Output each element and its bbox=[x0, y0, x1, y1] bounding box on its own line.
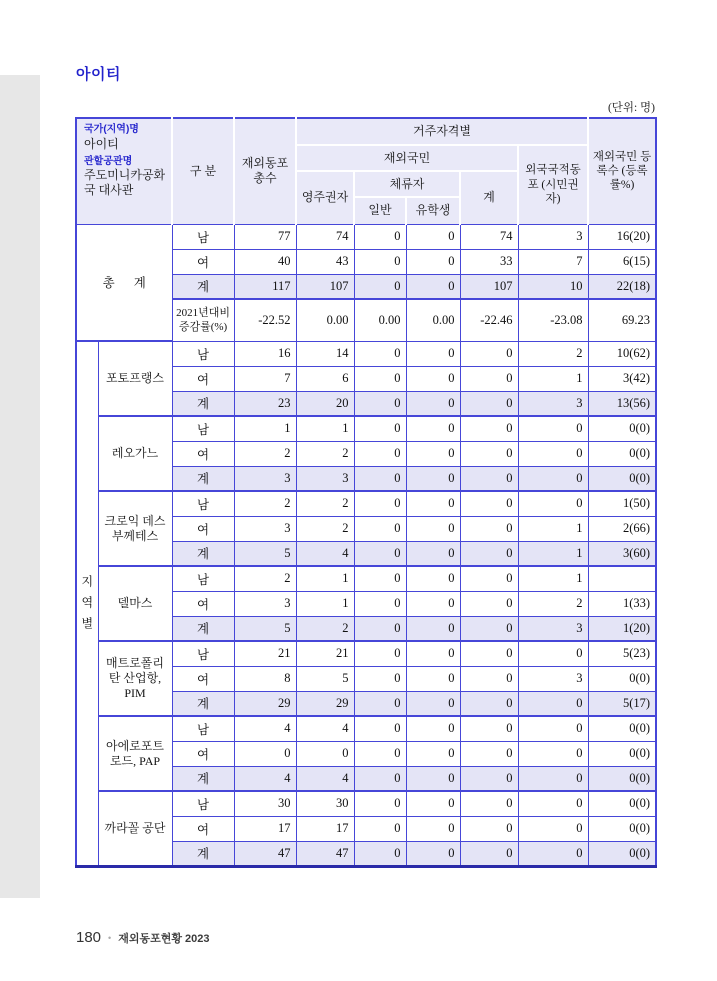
value-cell: 7 bbox=[518, 249, 588, 274]
value-cell: 2(66) bbox=[588, 516, 656, 541]
value-cell: 14 bbox=[296, 341, 354, 366]
region-axis-label: 지역별 bbox=[76, 341, 98, 866]
value-cell: 0 bbox=[460, 491, 518, 516]
col-header-korean-nationals: 재외국민 bbox=[296, 145, 518, 171]
value-cell: 1 bbox=[296, 416, 354, 441]
row-label: 남 bbox=[172, 224, 234, 249]
total-group-label: 총 계 bbox=[76, 224, 172, 341]
value-cell: 3 bbox=[234, 466, 296, 491]
value-cell: 0 bbox=[406, 391, 460, 416]
value-cell: 0 bbox=[406, 816, 460, 841]
value-cell: 0 bbox=[354, 591, 406, 616]
row-label: 여 bbox=[172, 516, 234, 541]
value-cell: 0 bbox=[354, 741, 406, 766]
value-cell: 0 bbox=[354, 516, 406, 541]
value-cell: 77 bbox=[234, 224, 296, 249]
row-label: 계 bbox=[172, 616, 234, 641]
value-cell: 47 bbox=[296, 841, 354, 866]
value-cell: 0(0) bbox=[588, 816, 656, 841]
value-cell: 1 bbox=[296, 566, 354, 591]
value-cell: 21 bbox=[234, 641, 296, 666]
value-cell: 43 bbox=[296, 249, 354, 274]
value-cell: 0 bbox=[460, 766, 518, 791]
row-label: 계 bbox=[172, 541, 234, 566]
value-cell: 1(50) bbox=[588, 491, 656, 516]
value-cell: 0 bbox=[354, 366, 406, 391]
region-name: 포토프랭스 bbox=[98, 341, 172, 416]
row-label: 계 bbox=[172, 466, 234, 491]
unit-note: (단위: 명) bbox=[607, 102, 655, 114]
table-header bbox=[76, 118, 656, 224]
value-cell: 0 bbox=[518, 416, 588, 441]
row-label: 여 bbox=[172, 249, 234, 274]
row-label: 남 bbox=[172, 791, 234, 816]
value-cell: 0 bbox=[234, 741, 296, 766]
row-label: 여 bbox=[172, 666, 234, 691]
value-cell: 0 bbox=[518, 716, 588, 741]
row-label: 여 bbox=[172, 591, 234, 616]
value-cell: 0 bbox=[354, 341, 406, 366]
value-cell: 4 bbox=[234, 766, 296, 791]
value-cell: 2 bbox=[518, 591, 588, 616]
value-cell: 3 bbox=[234, 516, 296, 541]
value-cell: 0 bbox=[406, 366, 460, 391]
value-cell: 0 bbox=[354, 641, 406, 666]
value-cell: 3 bbox=[296, 466, 354, 491]
row-label: 여 bbox=[172, 441, 234, 466]
value-cell: 0 bbox=[354, 666, 406, 691]
page-title: 아이티 bbox=[76, 66, 121, 83]
value-cell: 4 bbox=[296, 766, 354, 791]
value-cell: 0 bbox=[354, 691, 406, 716]
value-cell: 3 bbox=[518, 616, 588, 641]
value-cell: 30 bbox=[296, 791, 354, 816]
value-cell: 3 bbox=[518, 391, 588, 416]
value-cell: 10(62) bbox=[588, 341, 656, 366]
row-label: 2021년대비 증감률(%) bbox=[172, 299, 234, 341]
value-cell: 0 bbox=[354, 841, 406, 866]
value-cell: 0 bbox=[296, 741, 354, 766]
value-cell: 0 bbox=[354, 274, 406, 299]
value-cell: 0 bbox=[406, 541, 460, 566]
value-cell: 0 bbox=[406, 716, 460, 741]
value-cell: 3 bbox=[518, 666, 588, 691]
value-cell: 1 bbox=[234, 416, 296, 441]
region-name: 크로익 데스 부께테스 bbox=[98, 491, 172, 566]
value-cell: 8 bbox=[234, 666, 296, 691]
value-cell: 0 bbox=[518, 491, 588, 516]
value-cell: 0(0) bbox=[588, 716, 656, 741]
value-cell: 0 bbox=[354, 541, 406, 566]
table-body bbox=[76, 224, 656, 866]
value-cell: 0 bbox=[460, 366, 518, 391]
value-cell: 0 bbox=[406, 341, 460, 366]
value-cell: 16(20) bbox=[588, 224, 656, 249]
office-label: 관할공관명 bbox=[84, 155, 133, 167]
row-label: 남 bbox=[172, 716, 234, 741]
value-cell: 0 bbox=[460, 416, 518, 441]
value-cell: 3(42) bbox=[588, 366, 656, 391]
value-cell: 0 bbox=[406, 491, 460, 516]
value-cell: 0(0) bbox=[588, 791, 656, 816]
value-cell: 0 bbox=[518, 791, 588, 816]
value-cell: 0 bbox=[460, 816, 518, 841]
value-cell: 0 bbox=[354, 766, 406, 791]
value-cell: 0 bbox=[406, 791, 460, 816]
value-cell: 0 bbox=[406, 766, 460, 791]
value-cell: 0(0) bbox=[588, 441, 656, 466]
value-cell: 0 bbox=[460, 616, 518, 641]
value-cell: 2 bbox=[296, 516, 354, 541]
value-cell: 29 bbox=[234, 691, 296, 716]
value-cell: 0 bbox=[354, 249, 406, 274]
col-header-subtotal: 계 bbox=[460, 171, 518, 224]
value-cell: 0 bbox=[354, 816, 406, 841]
value-cell: 1 bbox=[518, 566, 588, 591]
value-cell: 0 bbox=[460, 641, 518, 666]
col-header-registration: 재외국민 등록수 (등록률%) bbox=[588, 118, 656, 224]
value-cell: 0 bbox=[406, 274, 460, 299]
row-label: 계 bbox=[172, 841, 234, 866]
value-cell: 0 bbox=[354, 466, 406, 491]
value-cell: 29 bbox=[296, 691, 354, 716]
row-label: 남 bbox=[172, 491, 234, 516]
value-cell: 33 bbox=[460, 249, 518, 274]
value-cell: 1 bbox=[518, 516, 588, 541]
value-cell: 0.00 bbox=[296, 299, 354, 341]
value-cell: 0 bbox=[460, 391, 518, 416]
value-cell: 0 bbox=[460, 666, 518, 691]
value-cell: 0 bbox=[406, 666, 460, 691]
value-cell: 1(33) bbox=[588, 591, 656, 616]
value-cell: 40 bbox=[234, 249, 296, 274]
value-cell: 117 bbox=[234, 274, 296, 299]
region-name: 매트로폴리탄 산업항, PIM bbox=[98, 641, 172, 716]
value-cell: -23.08 bbox=[518, 299, 588, 341]
value-cell: 0 bbox=[406, 224, 460, 249]
value-cell: 0 bbox=[460, 841, 518, 866]
col-header-general: 일반 bbox=[354, 197, 406, 224]
value-cell: 0 bbox=[354, 416, 406, 441]
table-row bbox=[76, 791, 656, 816]
value-cell: 0 bbox=[518, 641, 588, 666]
value-cell: 1 bbox=[296, 591, 354, 616]
value-cell: 5 bbox=[234, 541, 296, 566]
country-value: 아이티 bbox=[84, 136, 119, 151]
value-cell: 10 bbox=[518, 274, 588, 299]
value-cell: 0 bbox=[460, 441, 518, 466]
value-cell: 0 bbox=[406, 741, 460, 766]
value-cell: 0 bbox=[460, 591, 518, 616]
value-cell: 47 bbox=[234, 841, 296, 866]
value-cell: 2 bbox=[296, 616, 354, 641]
row-label: 계 bbox=[172, 391, 234, 416]
row-label: 여 bbox=[172, 816, 234, 841]
value-cell: 0(0) bbox=[588, 741, 656, 766]
value-cell: 5(17) bbox=[588, 691, 656, 716]
col-header-student: 유학생 bbox=[406, 197, 460, 224]
col-header-residence-group: 거주자격별 bbox=[296, 118, 588, 145]
table-row bbox=[76, 341, 656, 366]
row-label: 남 bbox=[172, 641, 234, 666]
col-header-permanent-resident: 영주권자 bbox=[296, 171, 354, 224]
value-cell: 2 bbox=[296, 491, 354, 516]
region-name: 까라꼴 공단 bbox=[98, 791, 172, 866]
table-row bbox=[76, 416, 656, 441]
value-cell: 0 bbox=[406, 641, 460, 666]
value-cell: 3(60) bbox=[588, 541, 656, 566]
value-cell: 1 bbox=[518, 366, 588, 391]
value-cell: 0 bbox=[354, 616, 406, 641]
row-label: 남 bbox=[172, 566, 234, 591]
value-cell: 0 bbox=[406, 841, 460, 866]
value-cell: 0 bbox=[354, 716, 406, 741]
table-row bbox=[76, 224, 656, 249]
value-cell: 3 bbox=[518, 224, 588, 249]
col-header-total-count: 재외동포 총수 bbox=[234, 118, 296, 224]
row-label: 남 bbox=[172, 416, 234, 441]
value-cell: -22.46 bbox=[460, 299, 518, 341]
value-cell: 6(15) bbox=[588, 249, 656, 274]
value-cell: 0 bbox=[354, 224, 406, 249]
office-value: 주도미니카공화국 대사관 bbox=[84, 168, 166, 197]
table-row bbox=[76, 716, 656, 741]
value-cell: 0 bbox=[406, 516, 460, 541]
value-cell: 0 bbox=[354, 391, 406, 416]
region-name: 레오가느 bbox=[98, 416, 172, 491]
table-row bbox=[76, 491, 656, 516]
value-cell: 107 bbox=[460, 274, 518, 299]
value-cell: 1 bbox=[518, 541, 588, 566]
page-footer bbox=[76, 929, 209, 946]
value-cell: 0 bbox=[354, 566, 406, 591]
value-cell bbox=[588, 566, 656, 591]
value-cell: 0 bbox=[460, 466, 518, 491]
value-cell: 74 bbox=[460, 224, 518, 249]
value-cell: 0 bbox=[460, 341, 518, 366]
value-cell: 22(18) bbox=[588, 274, 656, 299]
value-cell: 2 bbox=[518, 341, 588, 366]
value-cell: 74 bbox=[296, 224, 354, 249]
value-cell: 0 bbox=[460, 691, 518, 716]
value-cell: 17 bbox=[296, 816, 354, 841]
value-cell: 0 bbox=[518, 766, 588, 791]
value-cell: 2 bbox=[296, 441, 354, 466]
value-cell: 3 bbox=[234, 591, 296, 616]
footer-bullet-icon: • bbox=[108, 932, 112, 943]
value-cell: 5 bbox=[296, 666, 354, 691]
value-cell: 23 bbox=[234, 391, 296, 416]
value-cell: 0 bbox=[354, 441, 406, 466]
value-cell: 0.00 bbox=[406, 299, 460, 341]
value-cell: 20 bbox=[296, 391, 354, 416]
value-cell: 2 bbox=[234, 441, 296, 466]
row-label: 계 bbox=[172, 691, 234, 716]
country-office-header bbox=[76, 118, 172, 224]
value-cell: 0 bbox=[460, 716, 518, 741]
col-header-sojourner: 체류자 bbox=[354, 171, 460, 197]
value-cell: 6 bbox=[296, 366, 354, 391]
value-cell: 0 bbox=[406, 591, 460, 616]
value-cell: 30 bbox=[234, 791, 296, 816]
value-cell: -22.52 bbox=[234, 299, 296, 341]
value-cell: 0(0) bbox=[588, 466, 656, 491]
row-label: 계 bbox=[172, 274, 234, 299]
value-cell: 5 bbox=[234, 616, 296, 641]
value-cell: 0 bbox=[406, 249, 460, 274]
value-cell: 4 bbox=[234, 716, 296, 741]
page-number: 180 bbox=[76, 929, 102, 946]
value-cell: 0 bbox=[406, 616, 460, 641]
value-cell: 0 bbox=[460, 791, 518, 816]
row-label: 여 bbox=[172, 741, 234, 766]
col-header-gubun: 구 분 bbox=[172, 118, 234, 224]
value-cell: 0 bbox=[518, 741, 588, 766]
row-label: 남 bbox=[172, 341, 234, 366]
value-cell: 0 bbox=[460, 566, 518, 591]
country-label: 국가(지역)명 bbox=[84, 124, 139, 135]
value-cell: 0.00 bbox=[354, 299, 406, 341]
row-label: 여 bbox=[172, 366, 234, 391]
value-cell: 1(20) bbox=[588, 616, 656, 641]
value-cell: 0 bbox=[406, 691, 460, 716]
value-cell: 0 bbox=[406, 416, 460, 441]
value-cell: 4 bbox=[296, 716, 354, 741]
value-cell: 0 bbox=[518, 816, 588, 841]
value-cell: 0 bbox=[460, 541, 518, 566]
value-cell: 0(0) bbox=[588, 766, 656, 791]
value-cell: 13(56) bbox=[588, 391, 656, 416]
value-cell: 2 bbox=[234, 491, 296, 516]
statistics-table bbox=[75, 117, 657, 868]
table-row bbox=[76, 641, 656, 666]
value-cell: 21 bbox=[296, 641, 354, 666]
value-cell: 0(0) bbox=[588, 416, 656, 441]
value-cell: 0 bbox=[406, 566, 460, 591]
col-header-foreign-nationality: 외국국적동포 (시민권자) bbox=[518, 145, 588, 224]
value-cell: 0 bbox=[406, 441, 460, 466]
value-cell: 69.23 bbox=[588, 299, 656, 341]
region-name: 아에로포트 로드, PAP bbox=[98, 716, 172, 791]
book-title: 재외동포현황 2023 bbox=[118, 932, 210, 945]
value-cell: 2 bbox=[234, 566, 296, 591]
table-row bbox=[76, 566, 656, 591]
value-cell: 0 bbox=[518, 441, 588, 466]
value-cell: 0 bbox=[406, 466, 460, 491]
value-cell: 107 bbox=[296, 274, 354, 299]
value-cell: 0(0) bbox=[588, 666, 656, 691]
value-cell: 0 bbox=[518, 841, 588, 866]
value-cell: 0 bbox=[518, 691, 588, 716]
value-cell: 0 bbox=[460, 516, 518, 541]
value-cell: 0 bbox=[354, 491, 406, 516]
value-cell: 0 bbox=[518, 466, 588, 491]
row-label: 계 bbox=[172, 766, 234, 791]
value-cell: 4 bbox=[296, 541, 354, 566]
value-cell: 0 bbox=[460, 741, 518, 766]
region-name: 델마스 bbox=[98, 566, 172, 641]
value-cell: 17 bbox=[234, 816, 296, 841]
value-cell: 16 bbox=[234, 341, 296, 366]
value-cell: 5(23) bbox=[588, 641, 656, 666]
page-edge-band bbox=[0, 75, 40, 898]
value-cell: 0 bbox=[354, 791, 406, 816]
value-cell: 7 bbox=[234, 366, 296, 391]
value-cell: 0(0) bbox=[588, 841, 656, 866]
